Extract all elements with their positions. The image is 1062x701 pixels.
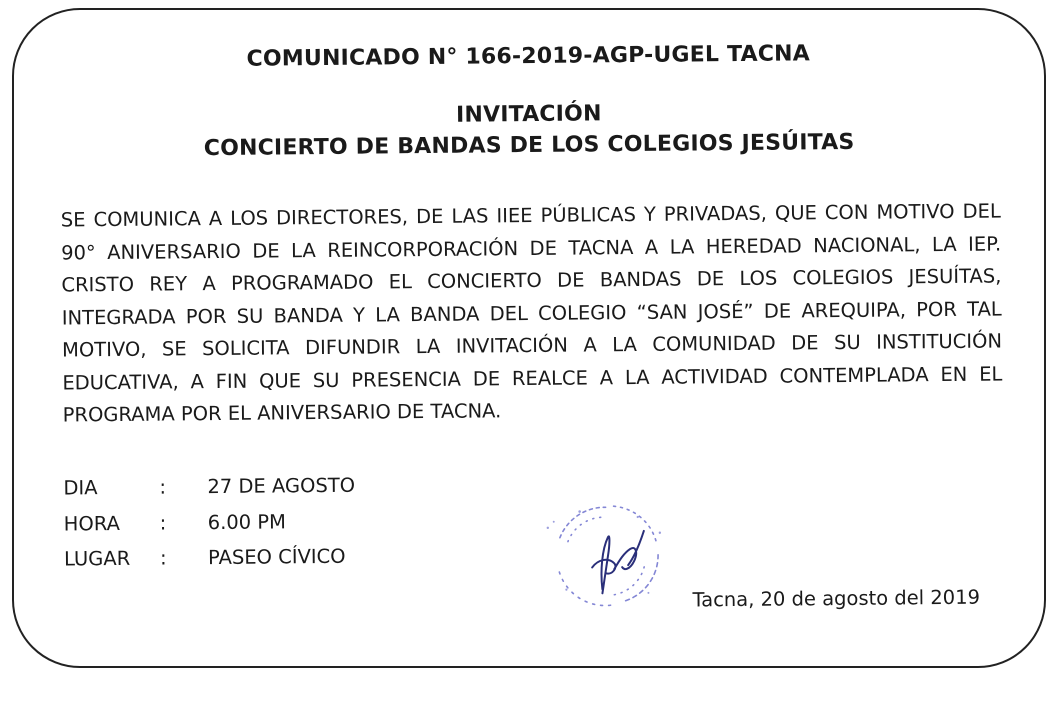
detail-value: PASEO CÍVICO [207,544,346,570]
detail-label: LUGAR [63,546,131,571]
detail-separator: : [159,546,167,570]
announcement-paragraph: SE COMUNICA A LOS DIRECTORES, DE LAS IIEE PÚBLICAS Y PRIVADAS, QUE CON MOTIVO DEL 90° ANIVERSARIO DE LA REINCORPORACIÓN DE TACNA A LA HEREDAD NACIONAL, LA IEP. CRISTO REY A PROGRAMADO EL CONCIERTO DE BANDAS DE LOS COLEGIOS JESUÍTAS, INTEGRADA POR SU BANDA Y LA BANDA DEL COLEGIO “SAN JOSÉ” DE AREQUIPA, POR TAL MOTIVO, SE SOLICITA DIFUNDIR LA INVITACIÓN A LA COMUNIDAD DE SU INSTITUCIÓN EDUCATIVA, A FIN QUE SU PRESENCIA DE REALCE A LA ACTIVIDAD CONTEMPLADA EN EL PROGRAMA POR EL ANIVERSARIO DE TACNA. [60,199,1003,427]
detail-value: 27 DE AGOSTO [207,473,356,499]
detail-value: 6.00 PM [207,510,287,535]
detail-separator: : [159,511,167,535]
detail-separator: : [159,475,167,499]
official-seal-signature-icon [540,497,673,614]
detail-label: HORA [63,511,120,536]
detail-label: DIA [63,476,98,500]
detail-row-time [64,509,464,543]
detail-row-day [63,473,463,507]
place-and-date: Tacna, 20 de agosto del 2019 [692,585,981,612]
communique-number: COMUNICADO N° 166-2019-AGP-UGEL TACNA [246,41,811,72]
invitation-title: INVITACIÓN [455,101,602,128]
concert-title: CONCIERTO DE BANDAS DE LOS COLEGIOS JESÚITAS [203,129,855,162]
detail-row-place [64,544,464,578]
